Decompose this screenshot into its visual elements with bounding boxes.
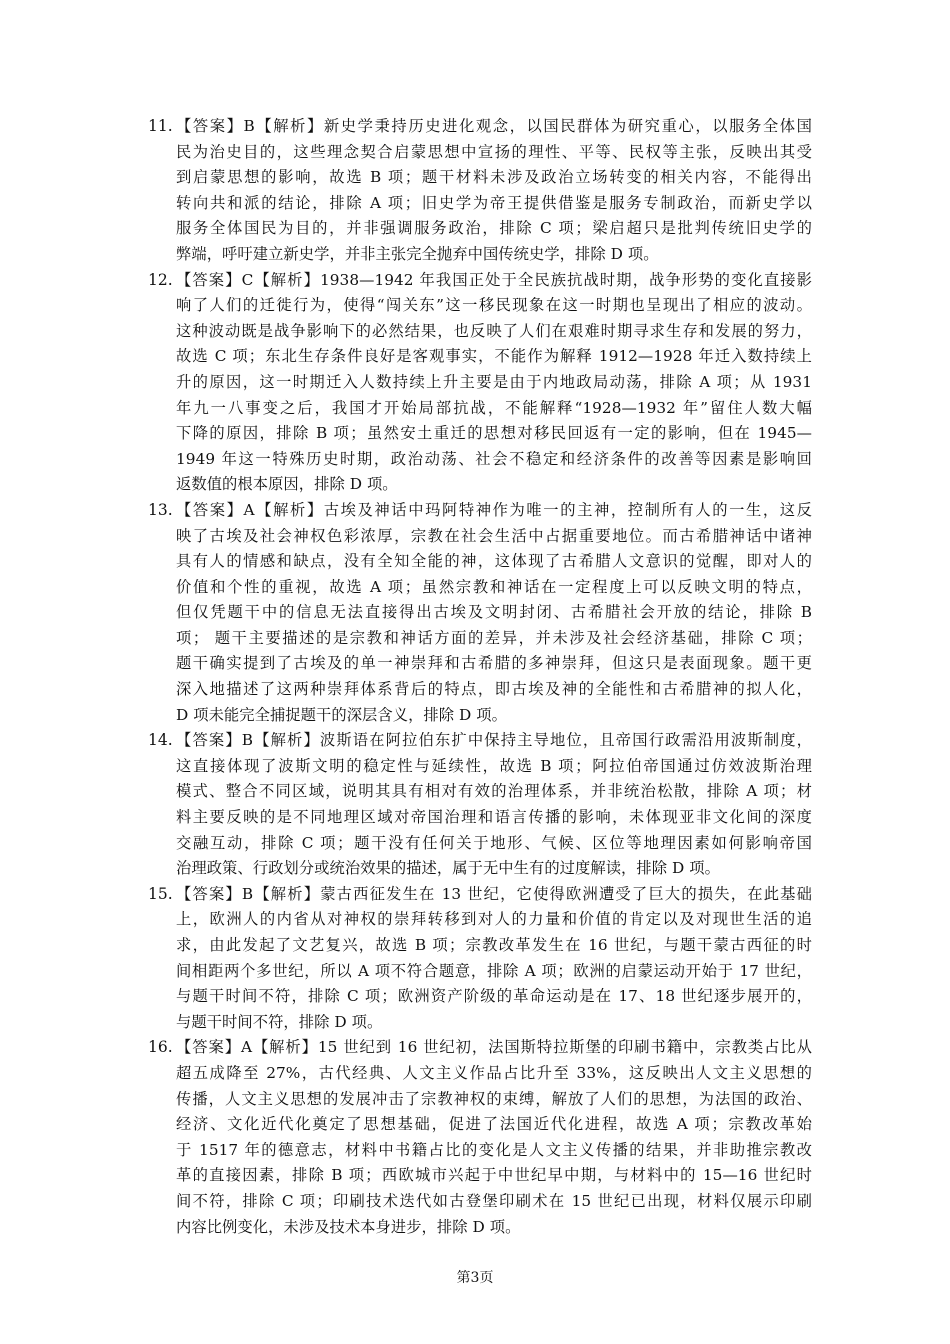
item-text-line: D 项未能完全捕捉题干的深层含义，排除 D 项。	[176, 705, 507, 724]
item-text-line: 于 1517 年的德意志，材料中书籍占比的变化是人文主义传播的结果，并非助推宗教改	[176, 1140, 812, 1159]
answer-list	[148, 114, 812, 1240]
item-text-line: 项； 题干主要描述的是宗教和神话方面的差异，并未涉及社会经济基础，排除 C 项；	[176, 628, 812, 647]
item-number: 15.	[148, 884, 173, 903]
item-text-line: 具有人的情感和缺点，没有全知全能的神，这体现了古希腊人文意识的觉醒，即对人的	[176, 552, 812, 571]
page-number: 第3页	[456, 1270, 494, 1286]
item-text-line: 升的原因，这一时期迁入人数持续上升主要是由于内地政局动荡，排除 A 项；从 1931	[176, 372, 812, 391]
item-text-line: 上，欧洲人的内省从对神权的崇拜转移到对人的力量和价值的肯定以及对现世生活的追	[176, 910, 812, 929]
item-text-line: 转向共和派的结论，排除 A 项；旧史学为帝王提供借鉴是服务专制政治，而新史学以	[176, 193, 812, 212]
item-text-line: 求，由此发起了文艺复兴，故选 B 项；宗教改革发生在 16 世纪，与题干蒙古西征的时	[176, 936, 812, 954]
item-text-line: 超五成降至 27%，古代经典、人文主义作品占比升至 33%，这反映出人文主义思想的	[176, 1063, 812, 1082]
answer-item-13	[148, 498, 812, 728]
item-text-line: 弊端，呼吁建立新史学，并非主张完全抛弃中国传统史学，排除 D 项。	[176, 244, 659, 263]
answer-item-16	[148, 1035, 812, 1240]
item-text-line: 深入地描述了这两种崇拜体系背后的特点，即古埃及神的全能性和古希腊神的拟人化，	[176, 680, 812, 699]
item-text-line: 模式、整合不同区域，说明其具有相对有效的治理体系，并非统治松散，排除 A 项；材	[176, 782, 812, 801]
item-number: 13.	[148, 500, 173, 519]
item-text-line: 治理政策、行政划分或统治效果的描述，属于无中生有的过度解读，排除 D 项。	[176, 859, 720, 878]
item-text-line: 内容比例变化，未涉及技术本身进步，排除 D 项。	[176, 1217, 521, 1236]
item-text-line: 1949 年这一特殊历史时期，政治动荡、社会不稳定和经济条件的改善等因素是影响回	[176, 449, 812, 468]
item-text-line: 革的直接因素，排除 B 项；西欧城市兴起于中世纪早中期，与材料中的 15—16 世纪时	[176, 1166, 812, 1185]
item-text-line: 【答案】C【解析】1938—1942 年我国正处于全民族抗战时期，战争形势的变化直接影	[176, 270, 812, 289]
item-text-line: 【答案】B【解析】波斯语在阿拉伯东扩中保持主导地位，且帝国行政需沿用波斯制度，	[176, 731, 812, 750]
item-number: 14.	[148, 731, 173, 750]
item-text-line: 【答案】A【解析】15 世纪到 16 世纪初，法国斯特拉斯堡的印刷书籍中，宗教类占比从	[176, 1038, 812, 1057]
item-text-line: 题干确实提到了古埃及的单一神崇拜和古希腊的多神崇拜，但这只是表面现象。题干更	[176, 654, 812, 673]
item-text-line: 间不符，排除 C 项；印刷技术迭代如古登堡印刷术在 15 世纪已出现，材料仅展示印刷	[176, 1191, 812, 1210]
item-text-line: 故选 C 项；东北生存条件良好是客观事实，不能作为解释 1912—1928 年迁入数持续上	[176, 347, 812, 366]
item-text-line: 与题干时间不符，排除 C 项；欧洲资产阶级的革命运动是在 17、18 世纪逐步展开的，	[176, 987, 812, 1006]
item-text-line: 与题干时间不符，排除 D 项。	[176, 1012, 383, 1031]
item-text-line: 经济、文化近代化奠定了思想基础，促进了法国近代化进程，故选 A 项；宗教改革始	[176, 1115, 812, 1134]
item-number: 11.	[148, 117, 173, 135]
item-text-line: 交融互动，排除 C 项；题干没有任何关于地形、气候、区位等地理因素如何影响帝国	[176, 833, 812, 852]
item-text-line: 料主要反映的是不同地理区域对帝国治理和语言传播的影响，未体现亚非文化间的深度	[176, 808, 812, 827]
item-number: 12.	[148, 270, 173, 289]
item-text-line: 这种波动既是战争影响下的必然结果，也反映了人们在艰难时期寻求生存和发展的努力，	[176, 321, 812, 340]
item-text-line: 服务全体国民为目的，并非强调服务政治，排除 C 项；梁启超只是批判传统旧史学的	[176, 219, 812, 238]
item-text-line: 年九一八事变之后，我国才开始局部抗战，不能解释“1928—1932 年”留住人数大幅	[176, 398, 812, 417]
answer-item-15	[148, 882, 812, 1036]
item-text-line: 返数值的根本原因，排除 D 项。	[176, 475, 398, 494]
item-number: 16.	[148, 1038, 173, 1057]
item-text-line: 【答案】A【解析】古埃及神话中玛阿特神作为唯一的主神，控制所有人的一生，这反	[176, 500, 812, 519]
item-text-line: 下降的原因，排除 B 项；虽然安土重迁的思想对移民回返有一定的影响，但在 1945—	[176, 424, 812, 443]
item-text-line: 但仅凭题干中的信息无法直接得出古埃及文明封闭、古希腊社会开放的结论，排除 B	[176, 603, 812, 622]
item-text-line: 民为治史目的，这些理念契合启蒙思想中宣扬的理性、平等、民权等主张，反映出其受	[176, 142, 812, 161]
item-text-line: 【答案】B【解析】蒙古西征发生在 13 世纪，它使得欧洲遭受了巨大的损失，在此基础	[176, 884, 812, 903]
item-text-line: 传播，人文主义思想的发展冲击了宗教神权的束缚，解放了人们的思想，为法国的政治、	[176, 1089, 812, 1108]
item-text-line: 映了古埃及社会神权色彩浓厚，宗教在社会生活中占据重要地位。而古希腊神话中诸神	[176, 526, 812, 545]
item-text-line: 响了人们的迁徙行为，使得“闯关东”这一移民现象在这一时期也呈现出了相应的波动。	[176, 296, 812, 315]
item-text-line: 【答案】B【解析】新史学秉持历史进化观念，以国民群体为研究重心，以服务全体国	[176, 117, 812, 135]
answer-item-14	[148, 728, 812, 882]
item-text-line: 间相距两个多世纪，所以 A 项不符合题意，排除 A 项；欧洲的启蒙运动开始于 17 世纪，	[176, 961, 812, 980]
item-text-line: 到启蒙思想的影响，故选 B 项；题干材料未涉及政治立场转变的相关内容，不能得出	[176, 168, 812, 187]
answer-item-12	[148, 268, 812, 498]
answer-item-11	[148, 114, 812, 268]
item-text-line: 价值和个性的重视，故选 A 项；虽然宗教和神话在一定程度上可以反映文明的特点，	[176, 577, 812, 596]
item-text-line: 这直接体现了波斯文明的稳定性与延续性，故选 B 项；阿拉伯帝国通过仿效波斯治理	[176, 756, 812, 775]
